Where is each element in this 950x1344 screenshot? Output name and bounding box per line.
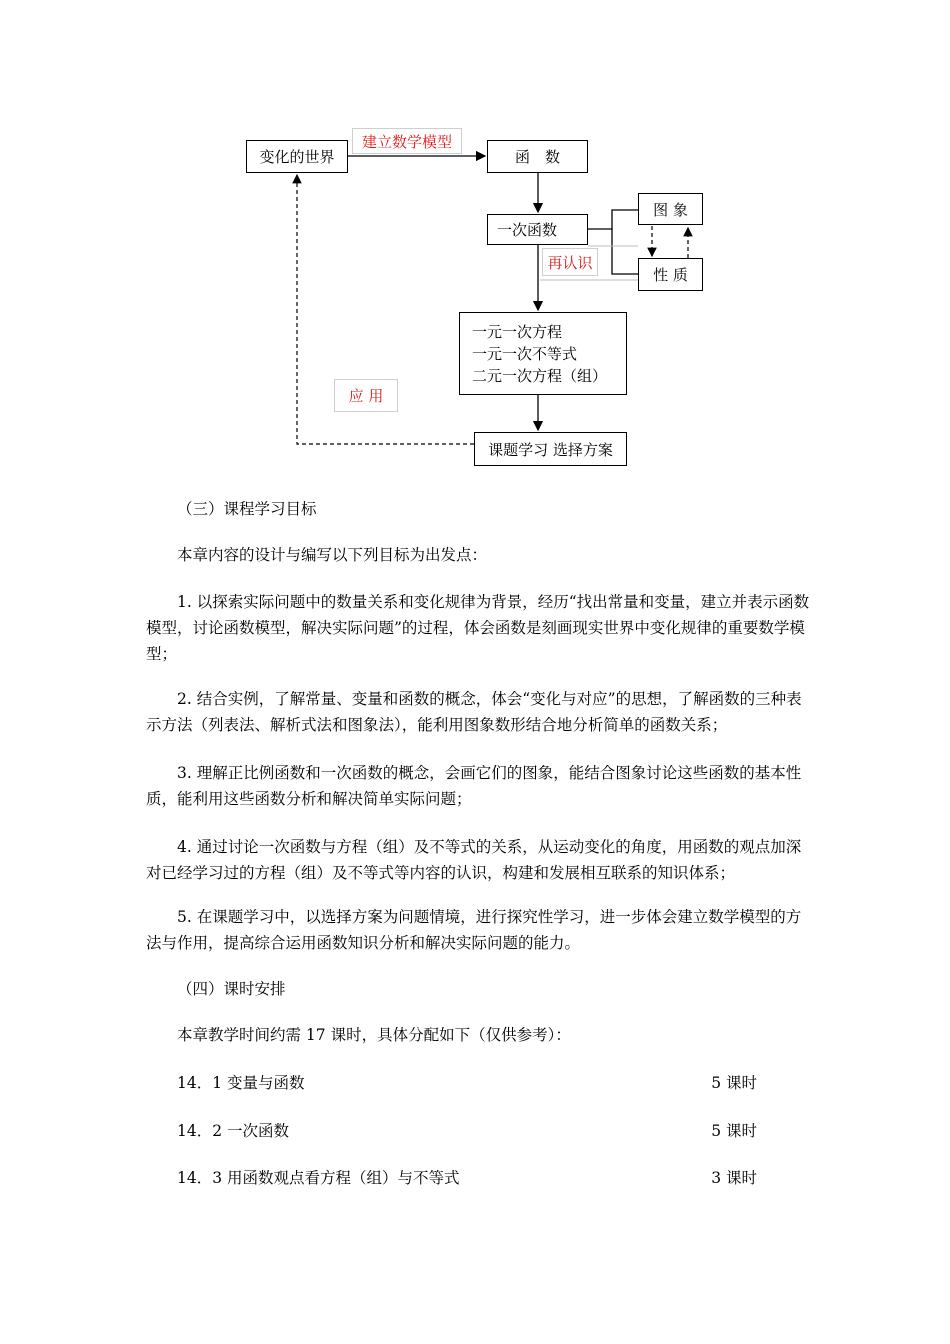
label-reknow: 再认识 — [542, 248, 598, 276]
bracket-linear-graph-property — [588, 210, 638, 229]
schedule-title: 14．1 变量与函数 — [177, 1074, 305, 1092]
node-property: 性 质 — [638, 258, 703, 291]
node-topic-study: 课题学习 选择方案 — [474, 432, 627, 466]
equation-line-2: 一元一次不等式 — [472, 344, 578, 363]
schedule-row — [177, 1166, 757, 1188]
schedule-title: 14．2 一次函数 — [177, 1122, 290, 1140]
schedule-hours: 5 课时 — [711, 1074, 757, 1092]
schedule-hours: 5 课时 — [711, 1122, 757, 1140]
goal-item: 5. 在课题学习中，以选择方案为问题情境，进行探究性学习，进一步体会建立数学模型的方法与作用，提高综合运用函数知识分析和解决实际问题的能力。 — [146, 908, 802, 952]
node-graph: 图 象 — [638, 193, 703, 225]
label-application: 应 用 — [334, 379, 398, 412]
goal-item: 1. 以探索实际问题中的数量关系和变化规律为背景，经历“找出常量和变量，建立并表示函数模型，讨论函数模型，解决实际问题”的过程，体会函数是刻画现实世界中变化规律的重要数学模型； — [146, 593, 810, 663]
node-equations — [459, 312, 627, 395]
schedule-row — [177, 1119, 757, 1141]
goal-item: 2. 结合实例，了解常量、变量和函数的概念，体会“变化与对应”的思想，了解函数的三种表示方法（列表法、解析式法和图象法），能利用图象数形结合地分析简单的函数关系； — [146, 690, 802, 734]
node-linear-function: 一次函数 — [487, 214, 588, 245]
schedule-row — [177, 1071, 757, 1093]
goal-item: 3. 理解正比例函数和一次函数的概念，会画它们的图象，能结合图象讨论这些函数的基本性质，能利用这些函数分析和解决简单实际问题； — [146, 764, 802, 808]
node-function: 函 数 — [487, 140, 588, 173]
schedule-intro: 本章教学时间约需 17 课时，具体分配如下（仅供参考）： — [177, 1026, 571, 1044]
goal-item: 4. 通过讨论一次函数与方程（组）及不等式的关系，从运动变化的角度，用函数的观点加深对已经学习过的方程（组）及不等式等内容的认识，构建和发展相互联系的知识体系； — [146, 838, 802, 882]
goals-heading: （三）课程学习目标 — [177, 500, 317, 518]
schedule-heading: （四）课时安排 — [177, 980, 286, 998]
schedule-title: 14．3 用函数观点看方程（组）与不等式 — [177, 1169, 460, 1187]
label-build-model: 建立数学模型 — [352, 128, 462, 154]
equation-line-3: 二元一次方程（组） — [472, 366, 608, 385]
diagram-connectors — [0, 0, 950, 480]
goals-intro: 本章内容的设计与编写以下列目标为出发点： — [177, 546, 488, 564]
node-changing-world: 变化的世界 — [246, 140, 348, 173]
equation-line-1: 一元一次方程 — [472, 322, 563, 341]
schedule-hours: 3 课时 — [711, 1169, 757, 1187]
